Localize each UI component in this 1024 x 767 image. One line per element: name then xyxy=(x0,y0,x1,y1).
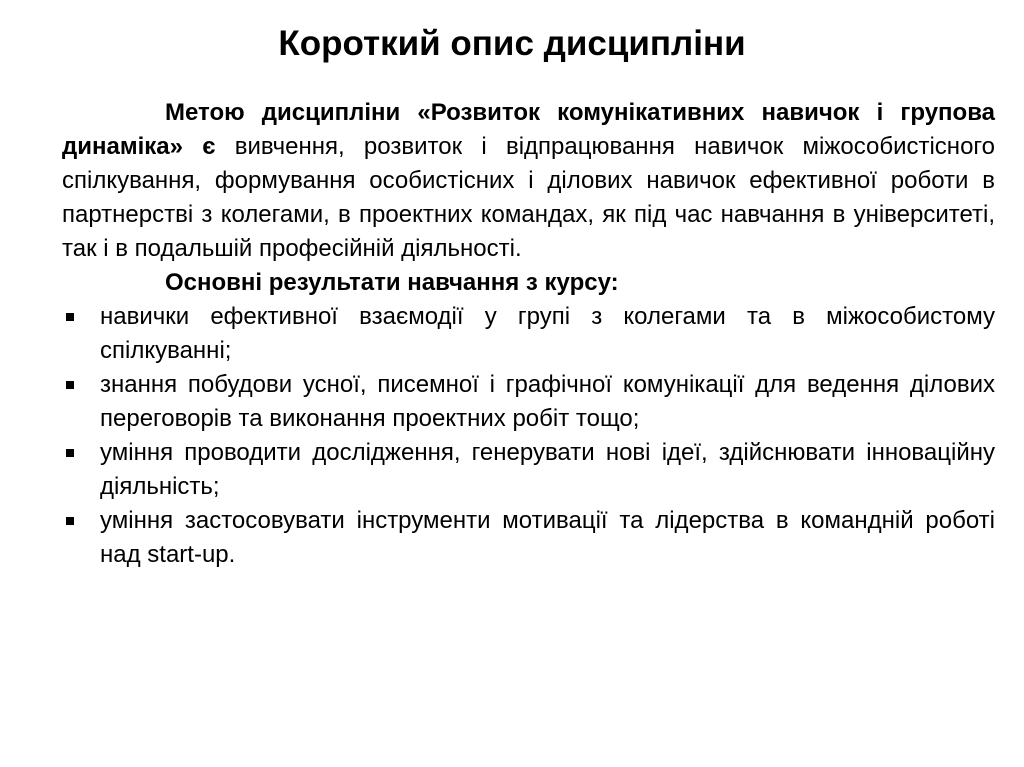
results-list xyxy=(62,300,995,572)
square-bullet-icon xyxy=(66,517,74,525)
square-bullet-icon xyxy=(66,381,74,389)
page-title: Короткий опис дисципліни xyxy=(278,24,746,63)
intro-bold: Метою дисципліни «Розвиток комунікативних навичок і групова динаміка» є xyxy=(62,99,995,160)
intro-paragraph xyxy=(62,96,995,266)
list-item-text: уміння проводити дослідження, генерувати нові ідеї, здійснювати інноваційну діяльність; xyxy=(100,439,995,500)
list-item-text: уміння застосовувати інструменти мотивації та лідерства в командній роботі над start-up. xyxy=(100,507,995,568)
slide-body xyxy=(62,96,995,572)
list-item-text: навички ефективної взаємодії у групі з колегами та в міжособистому спілкуванні; xyxy=(100,303,995,364)
intro-text: вивчення, розвиток і відпрацювання навичок міжособистісного спілкування, формування особистісних і ділових навичок ефективної роботи в партнерстві з колегами, в проектних командах, як під час навчання в університеті, так і в подальшій професійній діяльності. xyxy=(62,133,995,262)
square-bullet-icon xyxy=(66,449,74,457)
list-item xyxy=(62,504,995,572)
results-heading: Основні результати навчання з курсу: xyxy=(165,269,619,296)
list-item xyxy=(62,300,995,368)
list-item-text: знання побудови усної, писемної і графічної комунікації для ведення ділових переговорів та виконання проектних робіт тощо; xyxy=(100,371,995,432)
list-item xyxy=(62,368,995,436)
list-item xyxy=(62,436,995,504)
square-bullet-icon xyxy=(66,313,74,321)
